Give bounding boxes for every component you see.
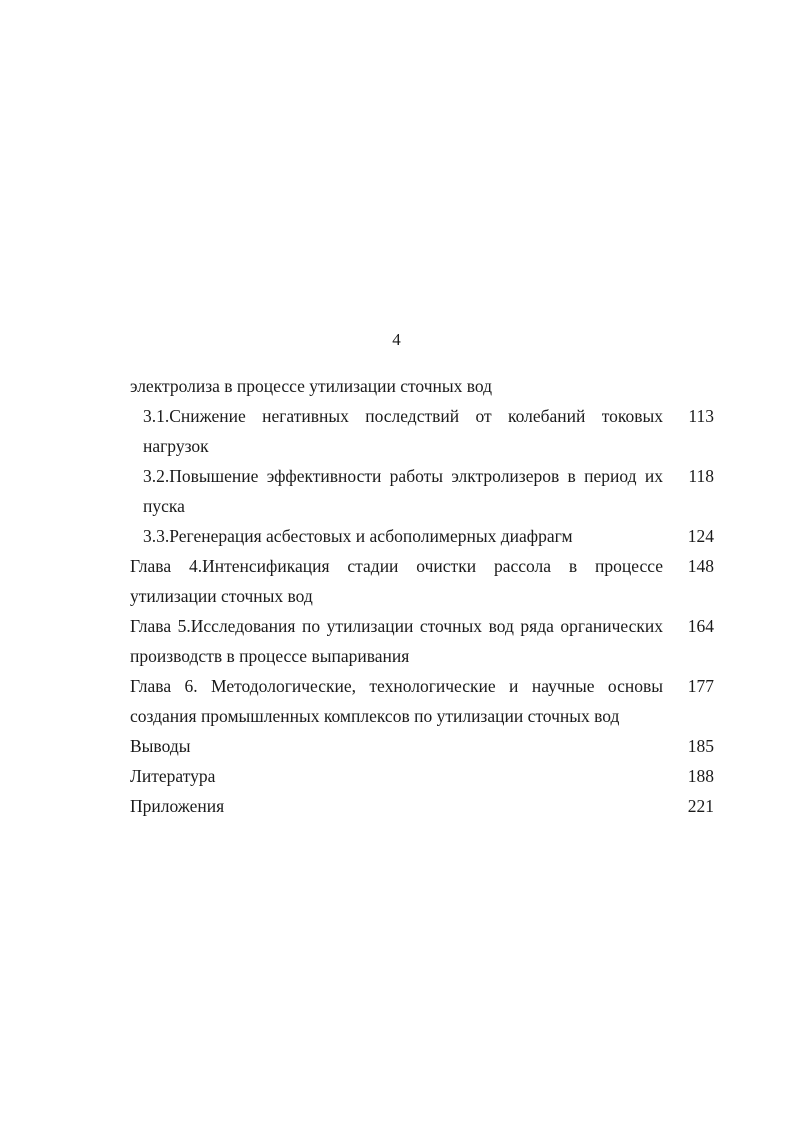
toc-entry-title: Глава 4.Интенсификация стадии очистки рассола в процессе утилизации сточных вод — [130, 556, 663, 606]
toc-entry-page: 113 — [688, 406, 714, 426]
toc-continuation-text: электролиза в процессе утилизации сточных вод — [130, 376, 493, 396]
toc-entry-title: Глава 6. Методологические, технологические и научные основы создания промышленных комплексов по утилизации сточных вод — [130, 676, 663, 726]
toc-entry-3-3 — [130, 521, 714, 551]
toc-entry-page: 221 — [687, 796, 714, 816]
table-of-contents — [130, 371, 714, 821]
toc-entry-page: 124 — [687, 526, 714, 546]
toc-entry-3-1 — [130, 401, 714, 461]
toc-entry-title: 3.2.Повышение эффективности работы элктролизеров в период их пуска — [143, 466, 663, 516]
toc-entry-title: Литература — [130, 766, 216, 786]
toc-continuation — [130, 371, 714, 401]
toc-entry-title: Приложения — [130, 796, 225, 816]
toc-entry-appendices — [130, 791, 714, 821]
toc-entry-references — [130, 761, 714, 791]
toc-entry-page: 188 — [687, 766, 714, 786]
toc-entry-title: 3.1.Снижение негативных последствий от колебаний токовых нагрузок — [143, 406, 663, 456]
toc-entry-chapter-6 — [130, 671, 714, 731]
toc-entry-page: 185 — [687, 736, 714, 756]
toc-entry-conclusions — [130, 731, 714, 761]
toc-entry-chapter-5 — [130, 611, 714, 671]
toc-entry-title: Выводы — [130, 736, 191, 756]
toc-entry-page: 164 — [687, 616, 714, 636]
toc-entry-page: 148 — [687, 556, 714, 576]
toc-entry-page: 177 — [687, 676, 714, 696]
toc-entry-title: Глава 5.Исследования по утилизации сточных вод ряда органических производств в процессе выпаривания — [130, 616, 663, 666]
page-number: 4 — [392, 330, 401, 349]
toc-entry-3-2 — [130, 461, 714, 521]
toc-entry-chapter-4 — [130, 551, 714, 611]
toc-entry-title: 3.3.Регенерация асбестовых и асбополимерных диафрагм — [143, 526, 573, 546]
toc-entry-page: 118 — [688, 466, 714, 486]
